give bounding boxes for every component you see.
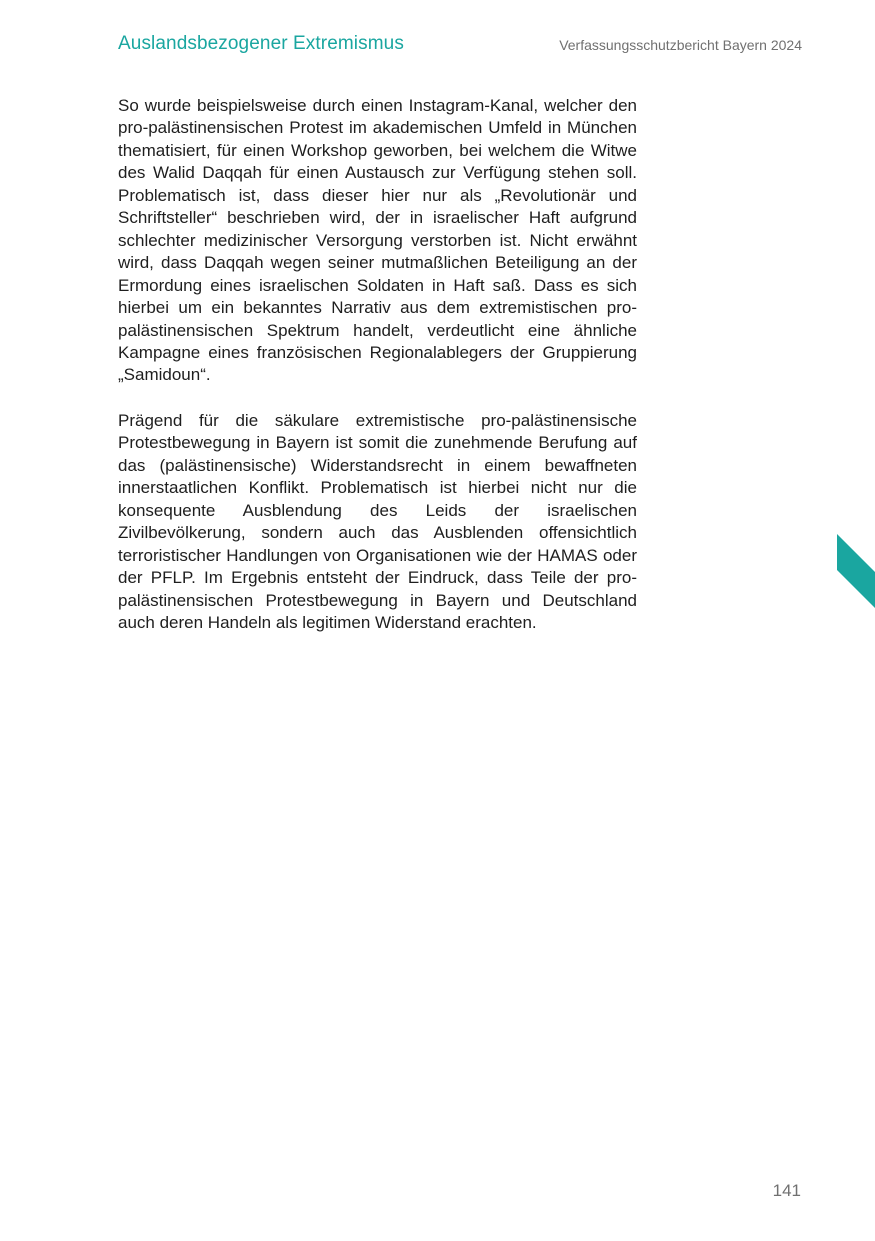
paragraph: So wurde beispielsweise durch einen Instagram-Kanal, welcher den pro-palästinensischen Protest im akademischen Umfeld in München thematisiert, für einen Workshop geworben, bei welchem die Witwe des Walid Daqqah für einen Austausch zur Verfügung stehen soll. Problematisch ist, dass dieser hier nur als „Revolutionär und Schriftsteller“ beschrieben wird, der in israelischer Haft aufgrund schlechter medizinischer Versorgung verstorben ist. Nicht erwähnt wird, dass Daqqah wegen seiner mutmaßlichen Beteiligung an der Ermordung eines israelischen Soldaten in Haft saß. Dass es sich hierbei um ein bekanntes Narrativ aus dem extremistischen pro-palästinensischen Spektrum handelt, verdeutlicht eine ähnliche Kampagne eines französischen Regionalablegers der Gruppierung „Samidoun“. — [118, 96, 637, 385]
section-title: Auslandsbezogener Extremismus — [118, 33, 404, 54]
report-title: Verfassungsschutzbericht Bayern 2024 — [559, 37, 802, 53]
page-number: 141 — [772, 1181, 801, 1200]
paragraph: Prägend für die säkulare extremistische pro-palästinensische Protestbewegung in Bayern ist somit die zunehmende Berufung auf das (palästinensische) Widerstandsrecht in einem bewaffneten innerstaatlichen Konflikt. Problematisch ist hierbei nicht nur die konsequente Ausblendung des Leids der israelischen Zivilbevölkerung, sondern auch das Ausblenden offensichtlich terroristischer Handlungen von Organisationen wie der HAMAS oder der PFLP. Im Ergebnis entsteht der Eindruck, dass Teile der pro-palästinensischen Protestbewegung in Bayern und Deutschland auch deren Handeln als legitimen Widerstand erachten. — [118, 410, 637, 632]
main-content — [118, 95, 637, 657]
chapter-tab-marker — [837, 534, 875, 608]
